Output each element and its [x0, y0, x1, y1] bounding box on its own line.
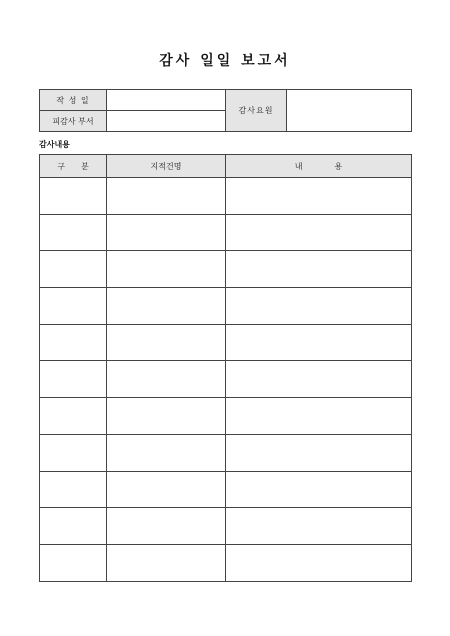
table-row: [40, 508, 412, 545]
department-label: 피감사 부서: [40, 111, 107, 132]
audit-content-table: [39, 154, 412, 582]
cell-finding[interactable]: [107, 251, 226, 288]
table-row: [40, 544, 412, 581]
cell-content[interactable]: [226, 324, 412, 361]
page-title: 감사 일일 보고서: [159, 53, 291, 69]
cell-finding[interactable]: [107, 471, 226, 508]
auditor-label: 감사요원: [226, 90, 287, 132]
table-row: [40, 251, 412, 288]
cell-content[interactable]: [226, 251, 412, 288]
date-field[interactable]: [107, 90, 226, 111]
cell-category[interactable]: [40, 471, 107, 508]
column-header-content: 내 용: [226, 155, 412, 178]
cell-category[interactable]: [40, 288, 107, 325]
cell-content[interactable]: [226, 544, 412, 581]
table-row: [40, 324, 412, 361]
cell-finding[interactable]: [107, 288, 226, 325]
auditor-field[interactable]: [287, 90, 412, 132]
cell-content[interactable]: [226, 178, 412, 215]
department-field[interactable]: [107, 111, 226, 132]
table-row: [40, 361, 412, 398]
cell-content[interactable]: [226, 214, 412, 251]
date-label: 작 성 일: [40, 90, 107, 111]
cell-category[interactable]: [40, 251, 107, 288]
cell-content[interactable]: [226, 508, 412, 545]
cell-content[interactable]: [226, 434, 412, 471]
table-row: [40, 398, 412, 435]
cell-content[interactable]: [226, 361, 412, 398]
cell-finding[interactable]: [107, 434, 226, 471]
table-row: [40, 471, 412, 508]
cell-finding[interactable]: [107, 214, 226, 251]
cell-finding[interactable]: [107, 324, 226, 361]
cell-category[interactable]: [40, 544, 107, 581]
cell-finding[interactable]: [107, 398, 226, 435]
cell-category[interactable]: [40, 508, 107, 545]
cell-content[interactable]: [226, 471, 412, 508]
cell-category[interactable]: [40, 178, 107, 215]
cell-finding[interactable]: [107, 178, 226, 215]
cell-category[interactable]: [40, 214, 107, 251]
cell-content[interactable]: [226, 398, 412, 435]
header-info-table: [39, 89, 412, 132]
table-row: [40, 178, 412, 215]
column-header-finding: 지적건명: [107, 155, 226, 178]
table-row: [40, 288, 412, 325]
cell-content[interactable]: [226, 288, 412, 325]
cell-finding[interactable]: [107, 361, 226, 398]
section-label: 감사내용: [39, 140, 70, 149]
table-row: [40, 434, 412, 471]
table-header-row: [40, 155, 412, 178]
cell-category[interactable]: [40, 398, 107, 435]
cell-finding[interactable]: [107, 508, 226, 545]
column-header-category: 구 분: [40, 155, 107, 178]
table-row: [40, 214, 412, 251]
cell-category[interactable]: [40, 361, 107, 398]
cell-finding[interactable]: [107, 544, 226, 581]
cell-category[interactable]: [40, 434, 107, 471]
cell-category[interactable]: [40, 324, 107, 361]
